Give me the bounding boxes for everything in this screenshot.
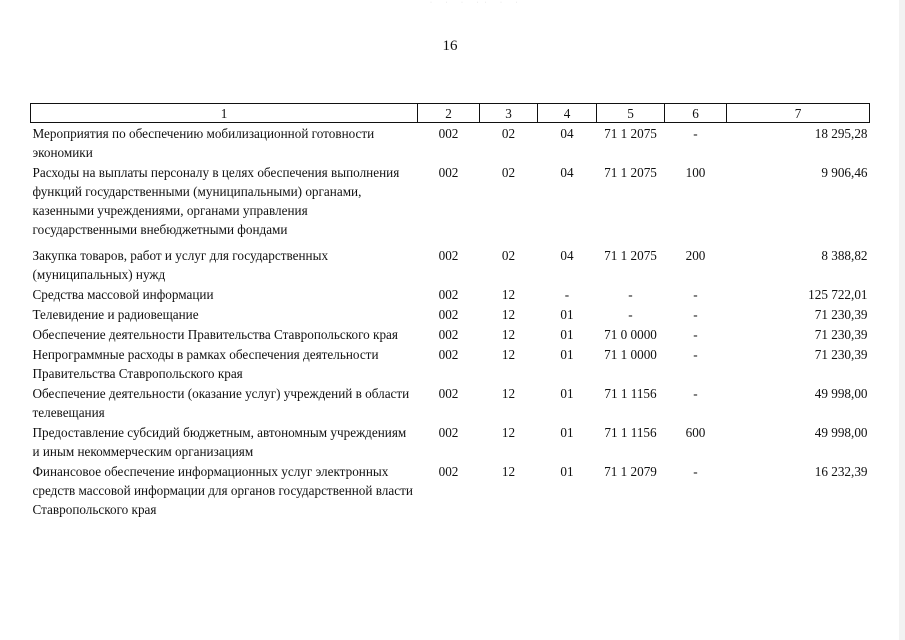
row-code-2: 002 [438,347,459,362]
row-amount: 9 906,46 [821,165,868,180]
column-header-7: 7 [727,104,870,123]
row-code-6: 100 [685,165,706,180]
row-code-2: 002 [438,287,459,302]
table-row [31,304,870,324]
row-code-6: - [693,287,698,302]
row-amount: 49 998,00 [814,386,868,401]
row-code-6: 600 [685,425,706,440]
table-row [31,284,870,304]
row-code-4: 04 [560,165,574,180]
table-row [31,123,870,163]
column-header-4: 4 [538,104,597,123]
row-code-5: 71 1 1156 [604,386,657,401]
row-amount: 18 295,28 [814,126,868,141]
row-code-2: 002 [438,327,459,342]
row-code-2: 002 [438,386,459,401]
budget-table [30,103,870,519]
row-code-2: 002 [438,425,459,440]
row-code-3: 12 [501,464,516,479]
row-code-5: 71 1 2075 [604,248,657,263]
row-code-4: 01 [560,307,574,322]
row-code-4: 01 [560,386,574,401]
row-amount: 71 230,39 [814,347,868,362]
row-code-3: 12 [501,307,516,322]
row-code-3: 12 [501,347,516,362]
row-code-3: 12 [501,287,516,302]
row-amount: 16 232,39 [814,464,868,479]
row-code-4: 04 [560,126,574,141]
row-description: Предоставление субсидий бюджетным, автономным учреждениям и иным некоммерческим организациям [32,425,407,459]
row-amount: 8 388,82 [821,248,868,263]
row-code-6: - [693,307,698,322]
row-code-2: 002 [438,307,459,322]
row-amount: 125 722,01 [808,287,868,302]
row-code-2: 002 [438,126,459,141]
row-code-5: - [628,287,633,302]
row-code-4: 01 [560,347,574,362]
row-description: Расходы на выплаты персоналу в целях обеспечения выполнения функций государственными (муниципальными) органами, казенными учреждениями, органами управления государственными внебюджетными фондами [32,165,400,237]
row-description: Обеспечение деятельности (оказание услуг) учреждений в области телевещания [32,386,410,420]
row-code-6: - [693,386,698,401]
row-code-4: 01 [560,327,574,342]
row-code-2: 002 [438,165,459,180]
row-description: Обеспечение деятельности Правительства Ставропольского края [32,327,398,342]
column-header-2: 2 [418,104,480,123]
column-header-1: 1 [31,104,418,123]
row-description: Средства массовой информации [32,287,214,302]
row-code-2: 002 [438,464,459,479]
row-amount: 71 230,39 [814,327,868,342]
row-code-2: 002 [438,248,459,263]
column-header-5: 5 [597,104,665,123]
row-code-3: 12 [501,386,516,401]
row-code-3: 12 [501,425,516,440]
table-row [31,162,870,239]
row-description: Закупка товаров, работ и услуг для государственных (муниципальных) нужд [32,248,329,282]
table-row [31,422,870,461]
row-code-4: 01 [560,464,574,479]
column-header-3: 3 [480,104,538,123]
row-code-5: - [628,307,633,322]
row-code-5: 71 1 0000 [604,347,657,362]
scan-artifact: · · · ·· · · [430,0,524,6]
row-code-6: 200 [685,248,706,263]
row-code-5: 71 1 2079 [604,464,657,479]
row-code-4: 04 [560,248,574,263]
table-header-row [31,104,870,123]
row-code-5: 71 1 1156 [604,425,657,440]
row-code-5: 71 1 2075 [604,165,657,180]
row-description: Финансовое обеспечение информационных услуг электронных средств массовой информации для органов государственной власти Ставропольского края [32,464,413,517]
row-code-4: 01 [560,425,574,440]
row-description: Мероприятия по обеспечению мобилизационной готовности экономики [32,126,375,160]
row-code-5: 71 0 0000 [604,327,657,342]
row-amount: 49 998,00 [814,425,868,440]
row-code-6: - [693,347,698,362]
row-amount: 71 230,39 [814,307,868,322]
row-code-3: 02 [501,165,516,180]
page-number: 16 [442,38,458,54]
table-row [31,461,870,519]
page-edge-shadow [899,0,905,640]
row-code-5: 71 1 2075 [604,126,657,141]
row-code-3: 02 [501,248,516,263]
row-code-3: 02 [501,126,516,141]
row-code-3: 12 [501,327,516,342]
row-code-6: - [693,126,698,141]
row-code-4: - [564,287,570,302]
table-row [31,344,870,383]
table-row [31,383,870,422]
table-row [31,324,870,344]
row-description: Телевидение и радиовещание [32,307,199,322]
row-description: Непрограммные расходы в рамках обеспечения деятельности Правительства Ставропольского края [32,347,379,381]
column-header-6: 6 [665,104,727,123]
row-code-6: - [693,464,698,479]
table-row [31,245,870,284]
row-code-6: - [693,327,698,342]
